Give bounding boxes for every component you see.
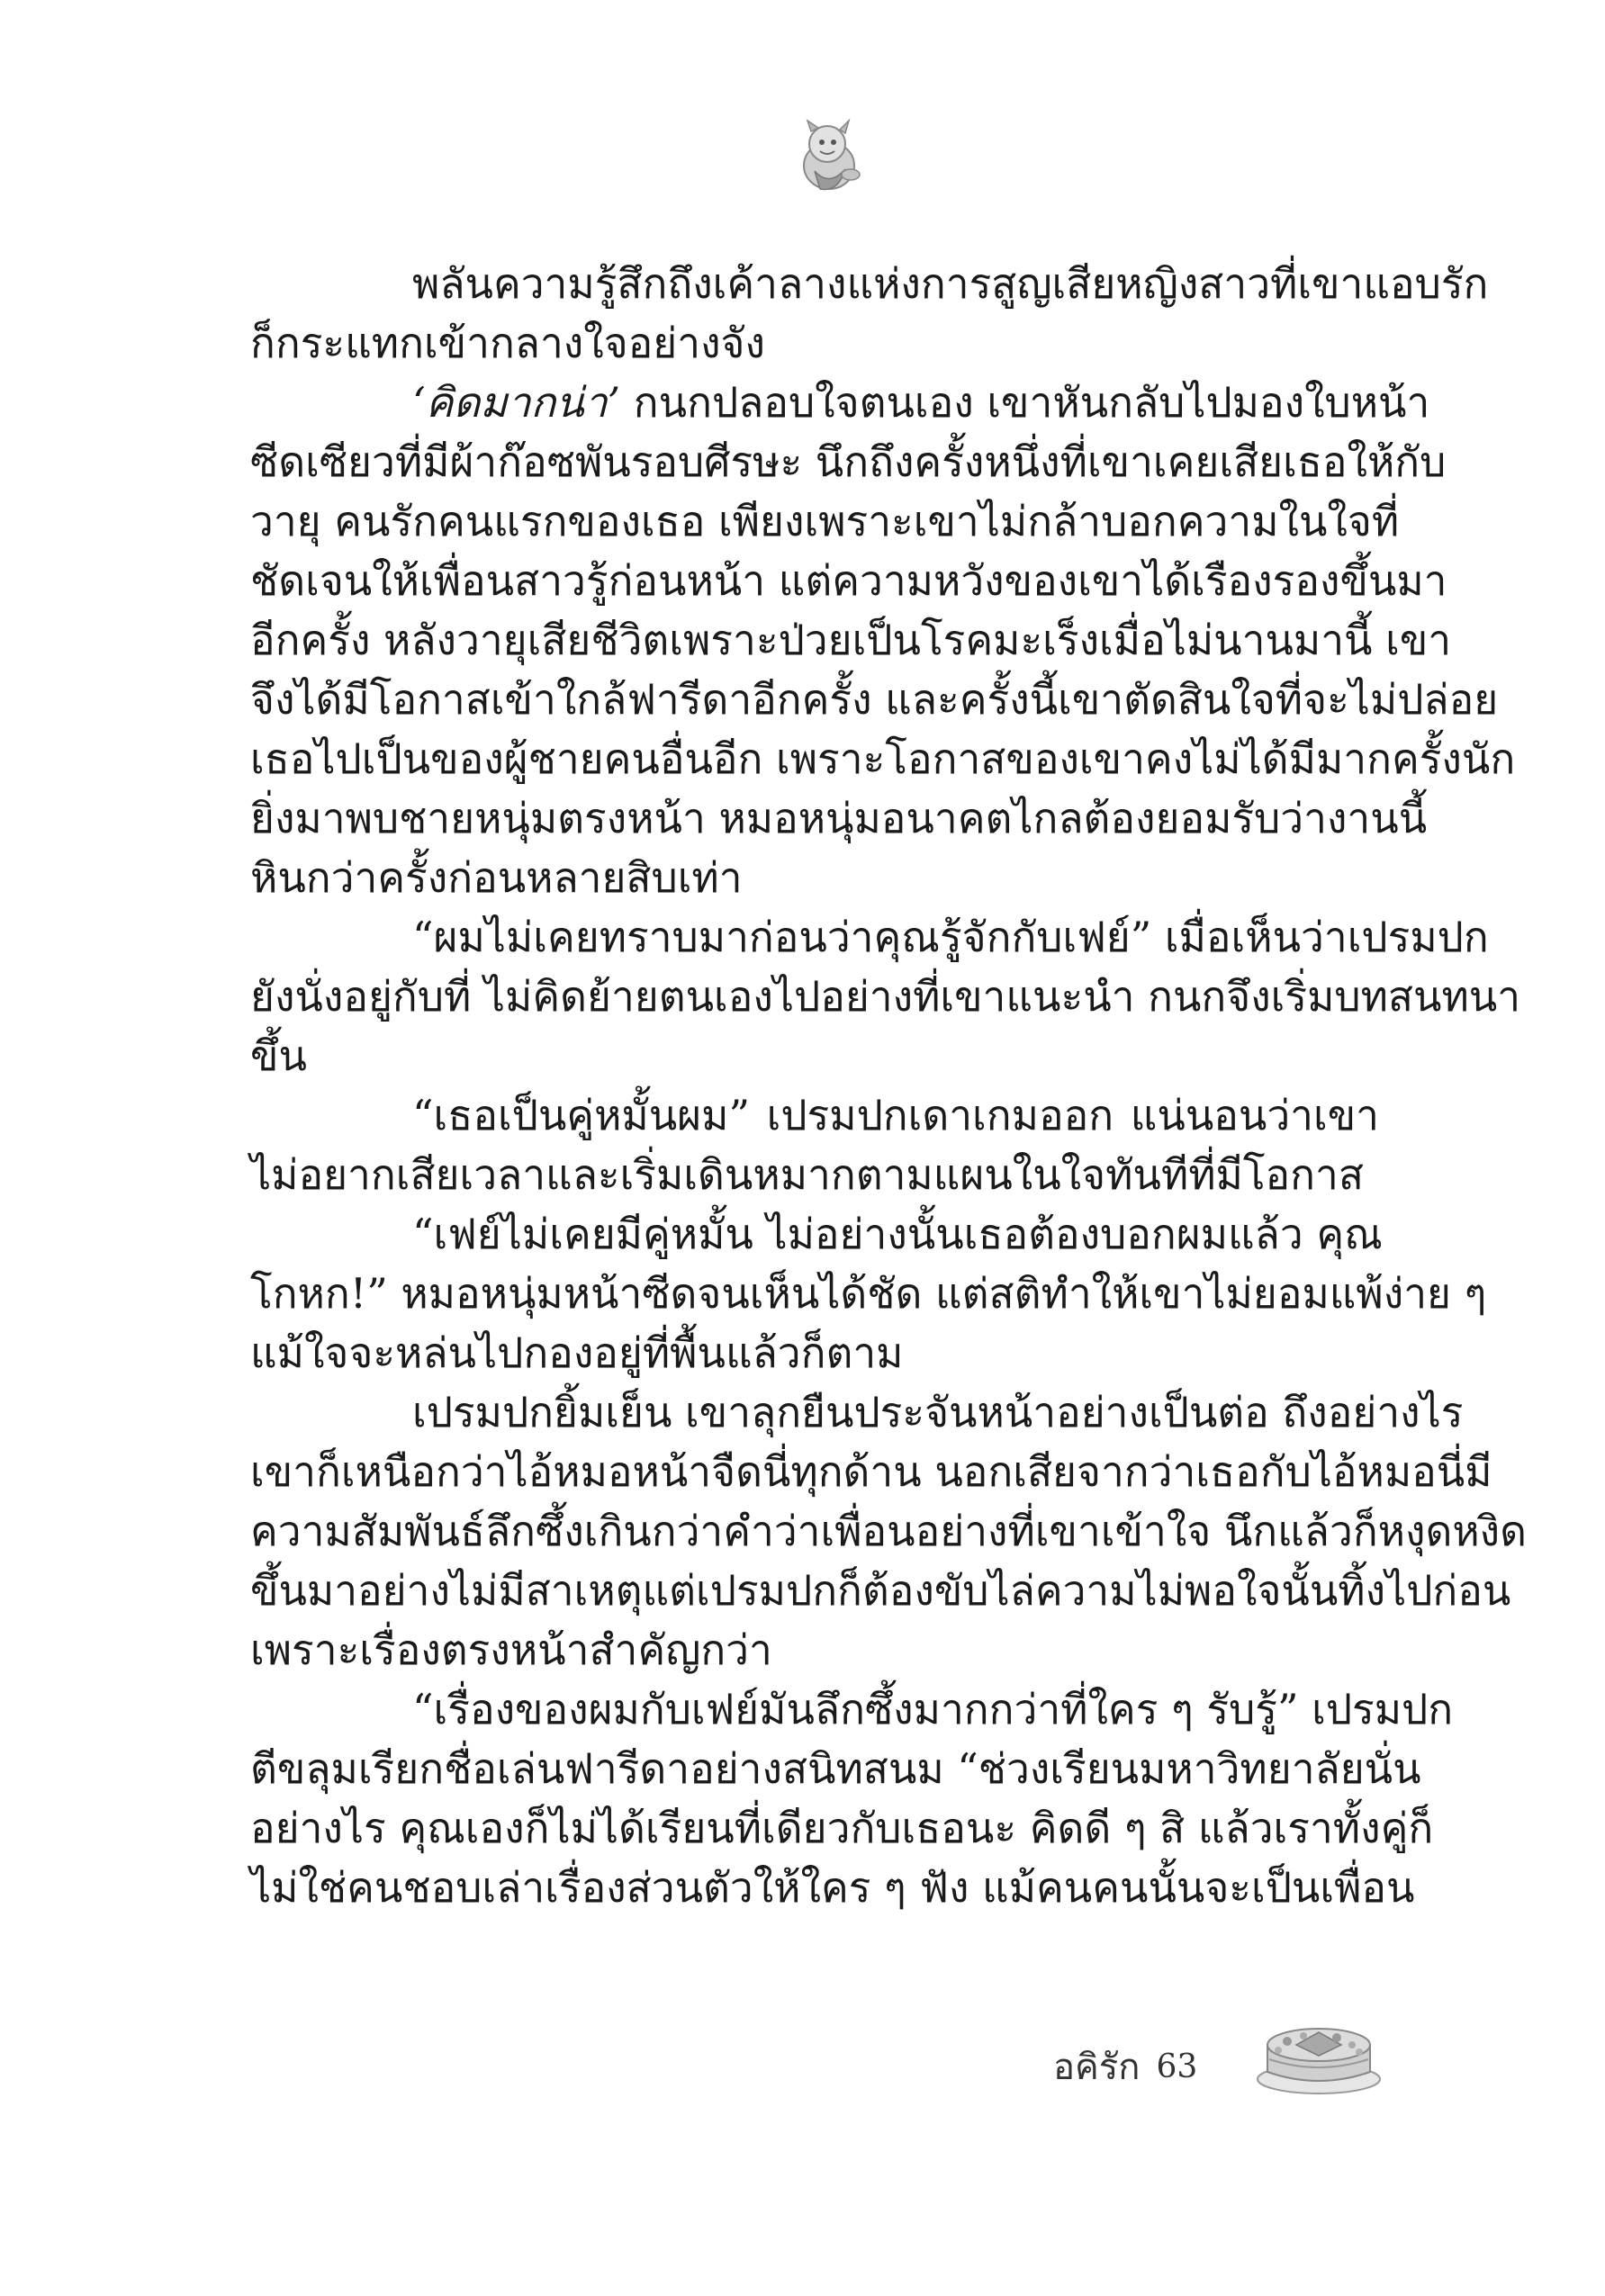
text-line: ยิ่งมาพบชายหนุ่มตรงหน้า หมอหนุ่มอนาคตไกลต้องยอมรับว่างานนี้ (250, 794, 1428, 842)
text-line: วายุ คนรักคนแรกของเธอ เพียงเพราะเขาไม่กล้าบอกความในใจที่ (250, 497, 1400, 545)
paragraph (250, 254, 1489, 373)
emphasis-text: ‘คิดมากน่า’ (412, 378, 621, 427)
page-footer (1053, 2039, 1197, 2093)
cartoon-emblem-icon (784, 113, 874, 203)
paragraph (250, 1204, 1487, 1382)
text-line: ชัดเจนให้เพื่อนสาวรู้ก่อนหน้า แต่ความหวังของเขาได้เรืองรองขึ้นมา (250, 556, 1447, 605)
text-line: ความสัมพันธ์ลึกซึ้งเกินกว่าคำว่าเพื่อนอย่างที่เขาเข้าใจ นึกแล้วก็หงุดหงิด (250, 1507, 1527, 1555)
text-line: “เธอเป็นคู่หมั้นผม” เปรมปกเดาเกมออก แน่นอนว่าเขา (412, 1091, 1379, 1139)
text-line: ขึ้น (250, 1031, 307, 1080)
text-line: เพราะเรื่องตรงหน้าสำคัญกว่า (250, 1625, 772, 1674)
text-line: พลันความรู้สึกถึงเค้าลางแห่งการสูญเสียหญิงสาวที่เขาแอบรัก (412, 259, 1489, 308)
text-line: ไม่อยากเสียเวลาและเริ่มเดินหมากตามแผนในใจทันทีที่มีโอกาส (250, 1150, 1364, 1199)
text-line: ยังนั่งอยู่กับที่ ไม่คิดย้ายตนเองไปอย่างที่เขาแนะนำ กนกจึงเริ่มบทสนทนา (250, 972, 1521, 1021)
text-line: เขาก็เหนือกว่าไอ้หมอหน้าจืดนี่ทุกด้าน นอกเสียจากว่าเธอกับไอ้หมอนี่มี (250, 1447, 1492, 1496)
text-line: ซีดเซียวที่มีผ้าก๊อซพันรอบศีรษะ นึกถึงครั้งหนึ่งที่เขาเคยเสียเธอให้กับ (250, 437, 1447, 486)
body-text (250, 254, 1527, 1917)
text-line: หินกว่าครั้งก่อนหลายสิบเท่า (250, 853, 743, 902)
book-title: อคิรัก (1053, 2047, 1141, 2088)
paragraph (250, 907, 1521, 1085)
text-line: ก็กระแทกเข้ากลางใจอย่างจัง (250, 319, 765, 367)
text-line: โกหก!” หมอหนุ่มหน้าซีดจนเห็นได้ชัด แต่สติทำให้เขาไม่ยอมแพ้ง่าย ๆ (250, 1269, 1487, 1318)
paragraph (250, 1085, 1379, 1204)
cake-icon (1251, 2000, 1386, 2099)
text-line: ตีขลุมเรียกชื่อเล่นฟารีดาอย่างสนิทสนม “ช่วงเรียนมหาวิทยาลัยนั่น (250, 1744, 1421, 1793)
text-line: “เฟย์ไม่เคยมีคู่หมั้น ไม่อย่างนั้นเธอต้องบอกผมแล้ว คุณ (412, 1210, 1383, 1258)
text-line: เปรมปกยิ้มเย็น เขาลุกยืนประจันหน้าอย่างเป็นต่อ ถึงอย่างไร (412, 1388, 1464, 1436)
text-line: ขึ้นมาอย่างไม่มีสาเหตุแต่เปรมปกก็ต้องขับไล่ความไม่พอใจนั้นทิ้งไปก่อน (250, 1566, 1511, 1615)
text-line: อีกครั้ง หลังวายุเสียชีวิตเพราะป่วยเป็นโรคมะเร็งเมื่อไม่นานมานี้ เขา (250, 616, 1452, 664)
page-number: 63 (1156, 2048, 1198, 2085)
paragraph (250, 373, 1516, 907)
paragraph (250, 1679, 1454, 1917)
text-line (250, 373, 1430, 432)
text-line: เธอไปเป็นของผู้ชายคนอื่นอีก เพราะโอกาสของเขาคงไม่ได้มีมากครั้งนัก (250, 734, 1516, 783)
text-line: ไม่ใช่คนชอบเล่าเรื่องส่วนตัวให้ใคร ๆ ฟัง แม้คนคนนั้นจะเป็นเพื่อน (250, 1863, 1415, 1912)
text-line: อย่างไร คุณเองก็ไม่ได้เรียนที่เดียวกับเธอนะ คิดดี ๆ สิ แล้วเราทั้งคู่ก็ (250, 1804, 1434, 1852)
line-text: กนกปลอบใจตนเอง เขาหันกลับไปมองใบหน้า (620, 378, 1430, 427)
text-line: จึงได้มีโอกาสเข้าใกล้ฟารีดาอีกครั้ง และครั้งนี้เขาตัดสินใจที่จะไม่ปล่อย (250, 675, 1499, 724)
text-line: “ผมไม่เคยทราบมาก่อนว่าคุณรู้จักกับเฟย์” เมื่อเห็นว่าเปรมปก (412, 913, 1489, 961)
text-line: “เรื่องของผมกับเฟย์มันลึกซึ้งมากกว่าที่ใคร ๆ รับรู้” เปรมปก (412, 1685, 1454, 1733)
paragraph (250, 1382, 1527, 1679)
text-line: แม้ใจจะหล่นไปกองอยู่ที่พื้นแล้วก็ตาม (250, 1328, 904, 1377)
